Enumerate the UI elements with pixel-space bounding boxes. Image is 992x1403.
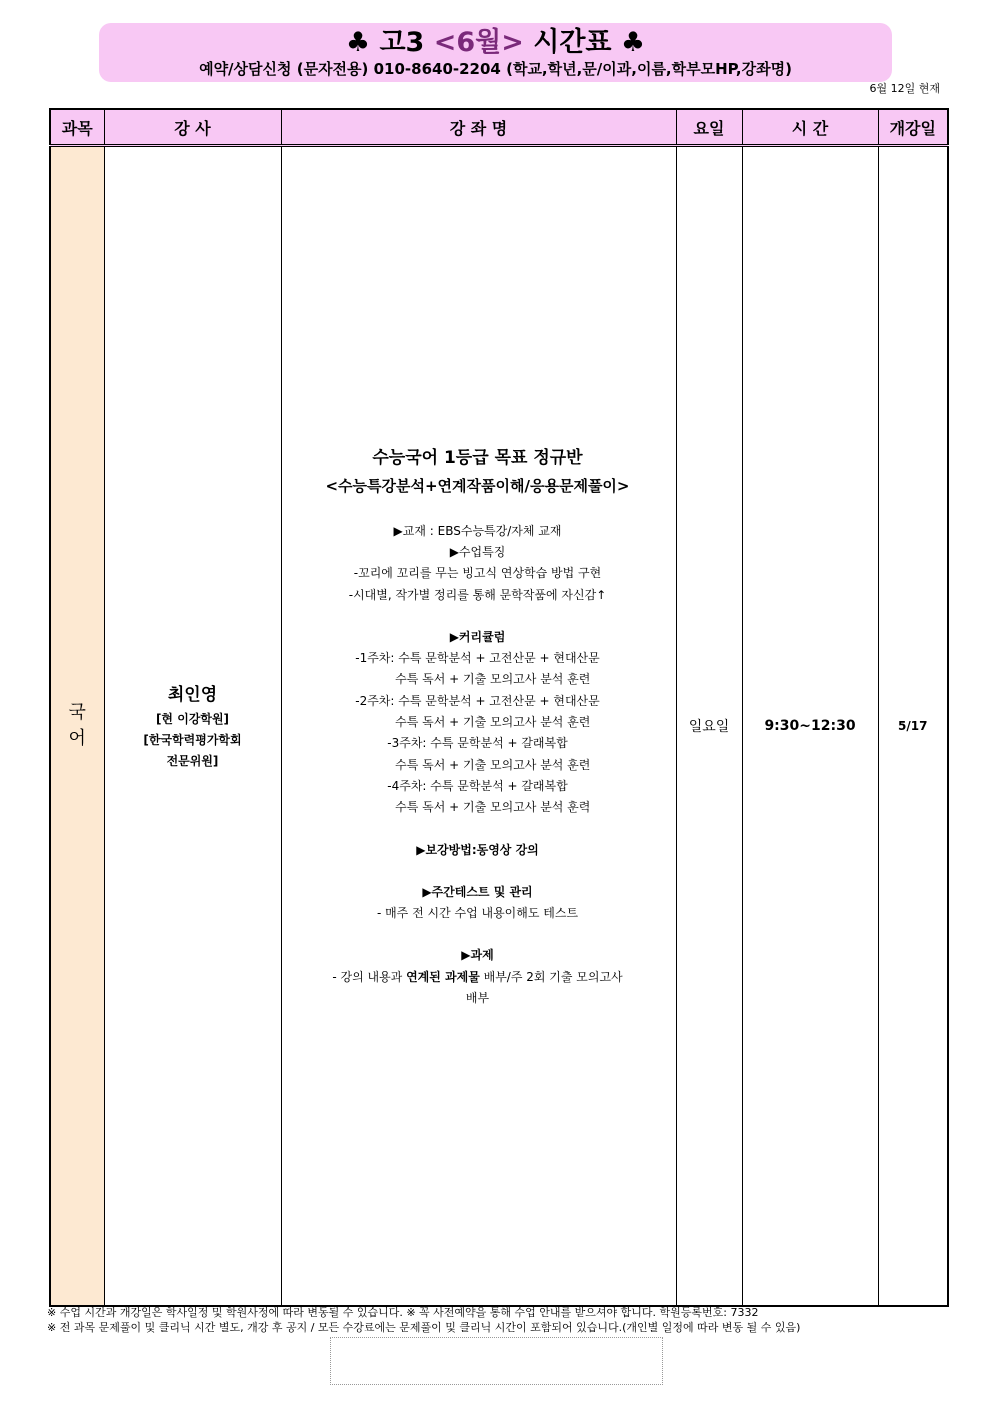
homework-line-1 (292, 967, 664, 988)
makeup-line: ▶보강방법:동영상 강의 (416, 842, 539, 857)
homework-text-a: - 강의 내용과 (332, 969, 407, 984)
textbook-line: ▶교재 : EBS수능특강/자체 교재 (393, 523, 562, 538)
footer-note-2: ※ 전 과목 문제풀이 및 클리닉 시간 별도, 개강 후 공지 / 모든 수강료에는 문제풀이 및 클리닉 시간이 포함되어 있습니다.(개인별 일정에 따라 변동 될 수 있음) (47, 1321, 801, 1334)
subject-char-1: 국 (68, 702, 86, 723)
week4-line-a: -4주차: 수특 문학분석 + 갈래복합 (387, 778, 568, 793)
footer-note-1: ※ 수업 시간과 개강일은 학사일정 및 학원사정에 따라 변동될 수 있습니다. ※ 꼭 사전예약을 통해 수업 안내를 받으셔야 합니다. 학원등록번호: 7332 (47, 1306, 759, 1319)
time-cell: 9:30~12:30 (742, 146, 878, 1307)
weekly-test-heading: ▶주간테스트 및 관리 (422, 884, 533, 899)
header-teacher: 강 사 (104, 109, 281, 146)
feature-line-1: -꼬리에 꼬리를 무는 빙고식 연상학습 방법 구현 (353, 566, 602, 581)
teacher-cell (104, 146, 281, 1307)
table-row (50, 146, 948, 1307)
header-course: 강 좌 명 (281, 109, 676, 146)
header-start-date: 개강일 (878, 109, 948, 146)
contact-subtitle: 예약/상담신청 (문자전용) 010-8640-2204 (학교,학년,문/이과,이름,학부모HP,강좌명) (199, 60, 792, 78)
homework-text-c: 배부/주 2회 기출 모의고사 (479, 969, 623, 984)
title-month: <6월> (433, 27, 524, 58)
week2-line-a: -2주차: 수특 문학분석 + 고전산문 + 현대산문 (355, 693, 600, 708)
week3-line-a: -3주차: 수특 문학분석 + 갈래복합 (387, 736, 568, 751)
homework-text-bold: 연계된 과제물 (406, 969, 480, 984)
title-banner (99, 23, 892, 82)
week4-line-b: 수특 독서 + 기출 모의고사 분석 훈력 (364, 800, 591, 815)
week2-line-b: 수특 독서 + 기출 모의고사 분석 훈련 (364, 715, 591, 730)
header-subject: 과목 (50, 109, 104, 146)
timetable (49, 108, 949, 1307)
feature-line-2: -시대별, 작가별 정리를 통해 문학작품에 자신감↑ (348, 587, 607, 602)
teacher-name: 최인영 (167, 685, 218, 705)
teacher-info-2: [한국학력평가학회 (143, 733, 242, 747)
week1-line-b: 수특 독서 + 기출 모의고사 분석 훈련 (364, 672, 591, 687)
week3-line-b: 수특 독서 + 기출 모의고사 분석 훈련 (364, 757, 591, 772)
teacher-info-1: [현 이강학원] (155, 712, 230, 726)
course-subtitle: <수능특강분석+연계작품이해/응용문제풀이> (325, 476, 630, 495)
day-cell: 일요일 (676, 146, 742, 1307)
stamp-placeholder-box (330, 1337, 663, 1385)
feature-heading: ▶수업특징 (449, 544, 506, 559)
page-title (99, 27, 892, 59)
course-cell (281, 146, 676, 1307)
title-prefix: ♣ 고3 (345, 27, 434, 58)
header-time: 시 간 (742, 109, 878, 146)
week1-line-a: -1주차: 수특 문학분석 + 고전산문 + 현대산문 (355, 651, 600, 666)
weekly-test-line: - 매주 전 시간 수업 내용이해도 테스트 (376, 906, 579, 921)
subject-char-2: 어 (68, 728, 86, 749)
header-row (50, 109, 948, 146)
homework-heading: ▶과제 (461, 948, 494, 963)
date-note: 6월 12일 현재 (869, 82, 940, 95)
course-title: 수능국어 1등급 목표 정규반 (372, 447, 583, 468)
curriculum-heading: ▶커리큘럼 (449, 629, 506, 644)
teacher-info-3: 전문위원] (166, 754, 219, 768)
header-day: 요일 (676, 109, 742, 146)
start-date-cell: 5/17 (878, 146, 948, 1307)
title-suffix: 시간표 ♣ (523, 27, 646, 58)
homework-line-2: 배부 (465, 991, 490, 1006)
subject-cell (50, 146, 104, 1307)
